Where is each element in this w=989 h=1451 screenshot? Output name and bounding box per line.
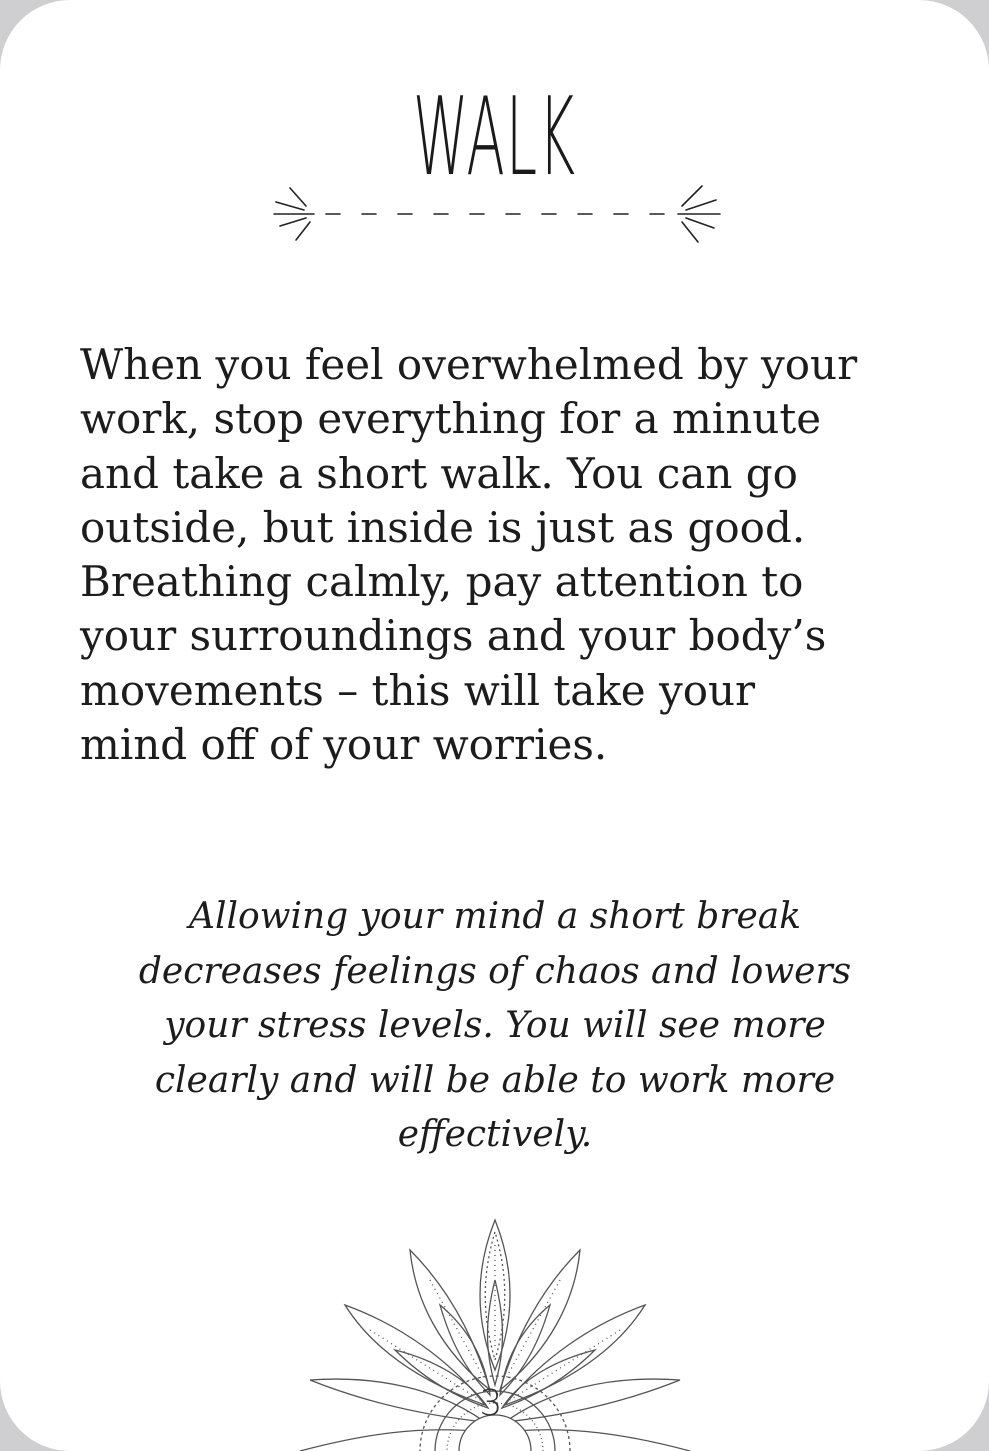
body-line: When you feel overwhelmed by your <box>80 340 858 389</box>
note-line: your stress levels. You will see more <box>164 1005 826 1046</box>
body-line: mind off of your worries. <box>80 720 608 770</box>
body-line: work, stop everything for a minute <box>80 394 822 444</box>
body-line: movements – this will take your <box>80 665 756 715</box>
note-line: decreases feelings of chaos and lowers <box>138 950 852 992</box>
note-line: clearly and will be able to work more <box>154 1059 836 1101</box>
note-line: effectively. <box>397 1114 593 1155</box>
body-paragraph <box>80 338 940 772</box>
divider-arrows <box>268 180 723 250</box>
body-line: your surroundings and your body’s <box>80 611 827 661</box>
page-number: 3 <box>479 1383 503 1424</box>
italic-note <box>60 890 930 1163</box>
body-line: outside, but inside is just as good. <box>80 502 806 552</box>
note-line: Allowing your mind a short break <box>188 896 802 937</box>
body-line: and take a short walk. You can go <box>80 448 798 498</box>
card-title: WALK <box>412 75 577 200</box>
body-line: Breathing calmly, pay attention to <box>80 557 804 607</box>
